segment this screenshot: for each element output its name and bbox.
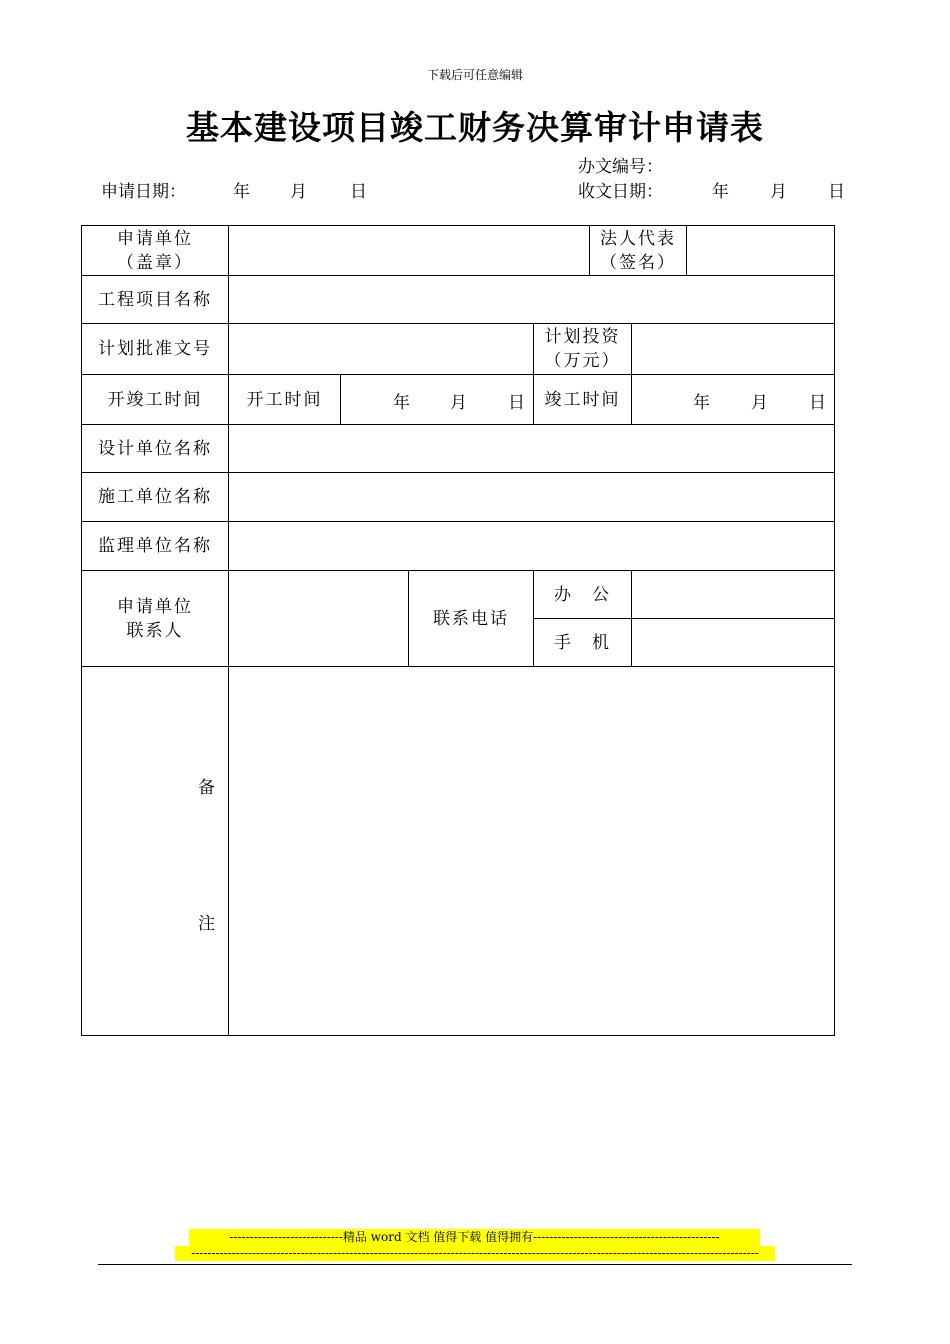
table-border-right [834, 225, 835, 1036]
receive-date-year: 年 [712, 182, 729, 202]
receive-date-month: 月 [770, 182, 787, 202]
completion-date-day: 日 [809, 393, 826, 413]
legal-rep-label-line2: （签名） [600, 252, 676, 273]
contact-person-label [82, 571, 228, 666]
start-date-month: 月 [450, 393, 467, 413]
planned-investment-field[interactable] [632, 324, 834, 374]
supervision-unit-field[interactable] [229, 522, 834, 570]
construction-period-label: 开竣工时间 [107, 389, 203, 410]
office-phone-label: 办 公 [554, 584, 611, 605]
planned-investment-label-line1: 计划投资 [544, 327, 621, 347]
planned-investment-label-line2: （万元） [544, 351, 621, 371]
apply-date-day: 日 [350, 182, 367, 202]
design-unit-label: 设计单位名称 [98, 438, 212, 459]
table-col-divider [340, 374, 341, 424]
supervision-unit-label: 监理单位名称 [98, 536, 212, 556]
contact-person-label-line2: 联系人 [126, 620, 184, 641]
project-name-label: 工程项目名称 [98, 289, 212, 310]
applicant-unit-label-line1: 申请单位 [117, 228, 193, 249]
contact-person-label-line1: 申请单位 [117, 596, 193, 617]
contact-person-field[interactable] [229, 571, 408, 666]
page-title: 基本建设项目竣工财务决算审计申请表 [186, 108, 764, 147]
mobile-phone-label: 手 机 [554, 632, 611, 653]
planned-investment-label [534, 324, 631, 374]
remarks-label-char1: 备 [198, 778, 215, 798]
start-date-year: 年 [393, 393, 410, 413]
design-unit-field[interactable] [229, 425, 834, 472]
apply-date-label: 申请日期： [101, 182, 186, 202]
applicant-unit-label-line2: （盖章） [117, 252, 193, 273]
approval-doc-no-field[interactable] [229, 324, 533, 374]
doc-number-label: 办文编号： [578, 157, 663, 177]
completion-date-year: 年 [693, 393, 710, 413]
table-border-bottom [81, 1035, 835, 1036]
completion-time-label: 竣工时间 [544, 389, 621, 410]
apply-date-year: 年 [233, 182, 250, 202]
legal-rep-label-line1: 法人代表 [600, 228, 676, 249]
receive-date-day: 日 [828, 182, 845, 202]
construction-unit-field[interactable] [229, 473, 834, 521]
construction-unit-label: 施工单位名称 [98, 487, 212, 507]
apply-date-month: 月 [290, 182, 307, 202]
project-name-field[interactable] [229, 276, 834, 323]
legal-rep-label [590, 226, 686, 275]
remarks-field[interactable] [229, 667, 834, 1035]
applicant-unit-field[interactable] [229, 226, 589, 275]
approval-doc-no-label: 计划批准文号 [98, 339, 212, 359]
legal-rep-field[interactable] [687, 226, 834, 275]
footer-dashes: -------------------------------------------------------------------------------------------------------------------------------------------- [175, 1246, 775, 1261]
completion-date-month: 月 [751, 393, 768, 413]
footer-rule [98, 1264, 852, 1265]
office-phone-field[interactable] [632, 571, 834, 618]
mobile-phone-field[interactable] [632, 619, 834, 666]
applicant-unit-label [82, 226, 228, 275]
contact-phone-label: 联系电话 [433, 608, 509, 629]
remarks-label-char2: 注 [198, 914, 215, 934]
start-time-label: 开工时间 [246, 389, 323, 410]
start-date-day: 日 [508, 393, 525, 413]
header-note: 下载后可任意编辑 [426, 68, 523, 82]
footer-banner: ----------------------------精品 word 文档 值得下载 值得拥有---------------------------------------------- [189, 1229, 760, 1246]
receive-date-label: 收文日期： [578, 182, 663, 202]
